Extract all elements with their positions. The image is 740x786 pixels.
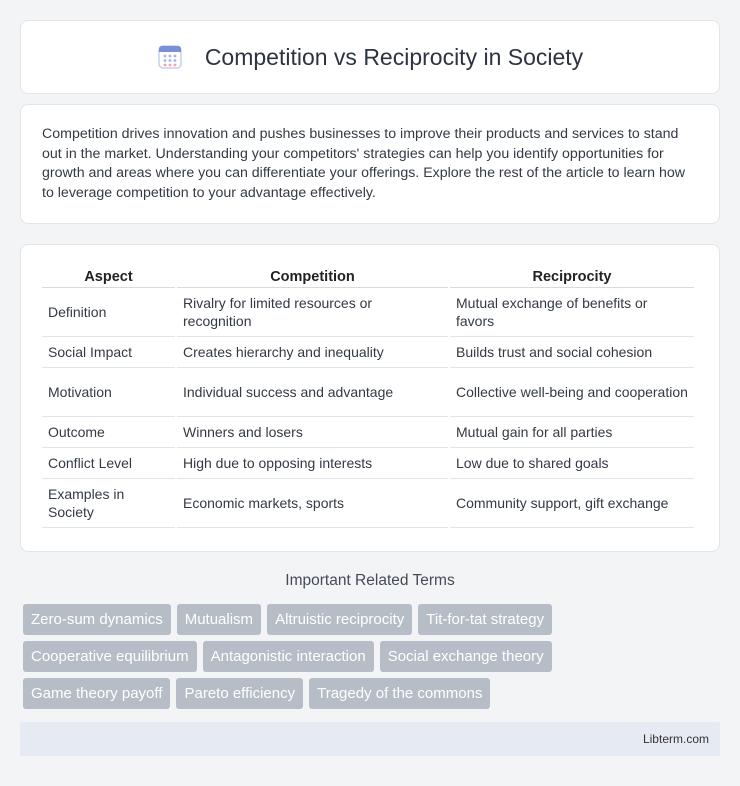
table-cell: Social Impact xyxy=(42,337,175,368)
table-row xyxy=(42,448,694,479)
table-cell: Motivation xyxy=(42,368,175,417)
tag-altruistic-reciprocity[interactable]: Altruistic reciprocity xyxy=(267,604,412,635)
table-header-row xyxy=(42,265,694,288)
tag-mutualism[interactable]: Mutualism xyxy=(177,604,261,635)
table-cell: Definition xyxy=(42,288,175,337)
tag-zero-sum-dynamics[interactable]: Zero-sum dynamics xyxy=(23,604,171,635)
table-cell: Rivalry for limited resources or recognition xyxy=(177,288,448,337)
table-row xyxy=(42,479,694,528)
tag-game-theory-payoff[interactable]: Game theory payoff xyxy=(23,678,170,709)
tag-row xyxy=(23,641,723,672)
related-terms-heading: Important Related Terms xyxy=(285,572,455,589)
comparison-table xyxy=(40,265,696,528)
page-title: Competition vs Reciprocity in Society xyxy=(204,43,584,70)
document-icon xyxy=(157,44,183,70)
column-header-competition: Competition xyxy=(177,265,448,288)
footer xyxy=(20,722,720,756)
tag-pareto-efficiency[interactable]: Pareto efficiency xyxy=(176,678,303,709)
table-cell: High due to opposing interests xyxy=(177,448,448,479)
table-cell: Collective well-being and cooperation xyxy=(450,368,694,417)
table-cell: Examples in Society xyxy=(42,479,175,528)
footer-site-link[interactable]: Libterm.com xyxy=(642,732,709,746)
comparison-table-card xyxy=(20,244,720,552)
table-cell: Outcome xyxy=(42,417,175,448)
table-row xyxy=(42,337,694,368)
table-row xyxy=(42,288,694,337)
tag-tit-for-tat-strategy[interactable]: Tit-for-tat strategy xyxy=(418,604,552,635)
intro-card xyxy=(20,104,720,224)
table-cell: Economic markets, sports xyxy=(177,479,448,528)
tag-cooperative-equilibrium[interactable]: Cooperative equilibrium xyxy=(23,641,197,672)
related-terms-tags xyxy=(23,604,723,715)
title-card xyxy=(20,20,720,94)
column-header-aspect: Aspect xyxy=(42,265,175,288)
tag-social-exchange-theory[interactable]: Social exchange theory xyxy=(380,641,552,672)
intro-text: Competition drives innovation and pushes businesses to improve their products and services to stand out in the market. Understanding your competitors' strategies can help you identify opportunities for growth and areas where you can differentiate your offerings. Explore the rest of the article to learn how to leverage competition to your advantage effectively. xyxy=(42,126,686,201)
table-cell: Mutual gain for all parties xyxy=(450,417,694,448)
table-cell: Individual success and advantage xyxy=(177,368,448,417)
tag-row xyxy=(23,604,723,635)
table-row xyxy=(42,417,694,448)
tag-row xyxy=(23,678,723,709)
tag-tragedy-of-the-commons[interactable]: Tragedy of the commons xyxy=(309,678,490,709)
tag-antagonistic-interaction[interactable]: Antagonistic interaction xyxy=(203,641,374,672)
table-row xyxy=(42,368,694,417)
table-cell: Creates hierarchy and inequality xyxy=(177,337,448,368)
table-cell: Mutual exchange of benefits or favors xyxy=(450,288,694,337)
table-cell: Winners and losers xyxy=(177,417,448,448)
table-cell: Builds trust and social cohesion xyxy=(450,337,694,368)
column-header-reciprocity: Reciprocity xyxy=(450,265,694,288)
table-cell: Community support, gift exchange xyxy=(450,479,694,528)
table-cell: Conflict Level xyxy=(42,448,175,479)
table-cell: Low due to shared goals xyxy=(450,448,694,479)
